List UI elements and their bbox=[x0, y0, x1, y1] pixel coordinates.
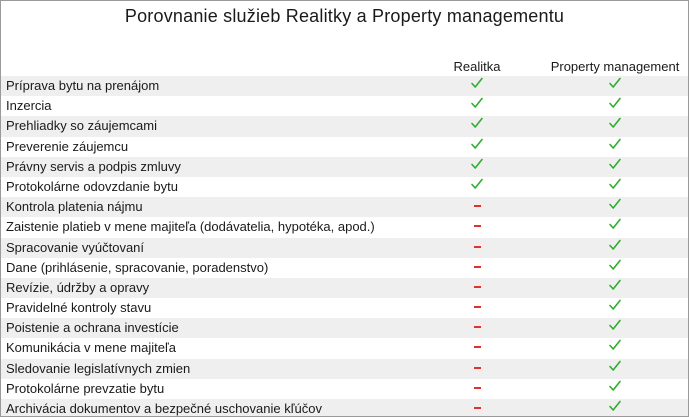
table-row bbox=[1, 359, 688, 379]
property-management-cell bbox=[599, 238, 631, 258]
row-label: Sledovanie legislatívnych zmien bbox=[6, 360, 191, 376]
check-icon bbox=[608, 238, 622, 258]
check-icon bbox=[608, 258, 622, 278]
check-icon bbox=[470, 137, 484, 157]
realitka-cell bbox=[461, 298, 493, 318]
realitka-cell bbox=[461, 157, 493, 177]
check-icon bbox=[470, 96, 484, 116]
row-label: Kontrola platenia nájmu bbox=[6, 199, 143, 215]
property-management-cell bbox=[599, 116, 631, 136]
row-label: Preverenie záujemcu bbox=[6, 138, 129, 154]
table-row bbox=[1, 278, 688, 298]
property-management-cell bbox=[599, 379, 631, 399]
dash-icon bbox=[474, 246, 481, 248]
column-header-property-management: Property management bbox=[550, 59, 680, 74]
row-label: Prehliadky so záujemcami bbox=[6, 118, 158, 134]
table-row bbox=[1, 137, 688, 157]
comparison-table bbox=[1, 76, 688, 417]
table-row bbox=[1, 298, 688, 318]
realitka-cell bbox=[461, 258, 493, 278]
check-icon bbox=[608, 318, 622, 338]
check-icon bbox=[608, 298, 622, 318]
dash-icon bbox=[474, 367, 481, 369]
row-label: Zaistenie platieb v mene majiteľa (dodávatelia, hypotéka, apod.) bbox=[6, 219, 375, 235]
check-icon bbox=[608, 359, 622, 379]
property-management-cell bbox=[599, 258, 631, 278]
property-management-cell bbox=[599, 96, 631, 116]
property-management-cell bbox=[599, 298, 631, 318]
row-label: Pravidelné kontroly stavu bbox=[6, 300, 152, 316]
check-icon bbox=[608, 399, 622, 417]
check-icon bbox=[608, 177, 622, 197]
check-icon bbox=[608, 76, 622, 96]
row-label: Poistenie a ochrana investície bbox=[6, 320, 179, 336]
check-icon bbox=[608, 157, 622, 177]
realitka-cell bbox=[461, 379, 493, 399]
row-label: Dane (prihlásenie, spracovanie, poradenstvo) bbox=[6, 259, 269, 275]
table-row bbox=[1, 217, 688, 237]
property-management-cell bbox=[599, 76, 631, 96]
row-label: Archivácia dokumentov a bezpečné uschovanie kľúčov bbox=[6, 401, 322, 416]
row-label: Právny servis a podpis zmluvy bbox=[6, 158, 181, 174]
row-label: Komunikácia v mene majiteľa bbox=[6, 340, 176, 356]
table-row bbox=[1, 157, 688, 177]
property-management-cell bbox=[599, 197, 631, 217]
realitka-cell bbox=[461, 116, 493, 136]
column-header-realitka: Realitka bbox=[453, 59, 501, 74]
check-icon bbox=[608, 278, 622, 298]
property-management-cell bbox=[599, 359, 631, 379]
table-row bbox=[1, 318, 688, 338]
row-label: Protokolárne prevzatie bytu bbox=[6, 380, 165, 396]
table-row bbox=[1, 96, 688, 116]
realitka-cell bbox=[461, 217, 493, 237]
dash-icon bbox=[474, 306, 481, 308]
property-management-cell bbox=[599, 217, 631, 237]
realitka-cell bbox=[461, 177, 493, 197]
property-management-cell bbox=[599, 157, 631, 177]
dash-icon bbox=[474, 387, 481, 389]
dash-icon bbox=[474, 326, 481, 328]
realitka-cell bbox=[461, 318, 493, 338]
dash-icon bbox=[474, 266, 481, 268]
realitka-cell bbox=[461, 278, 493, 298]
realitka-cell bbox=[461, 197, 493, 217]
table-row bbox=[1, 399, 688, 417]
row-label: Protokolárne odovzdanie bytu bbox=[6, 178, 179, 194]
row-label: Spracovanie vyúčtovaní bbox=[6, 239, 145, 255]
dash-icon bbox=[474, 205, 481, 207]
realitka-cell bbox=[461, 359, 493, 379]
row-label: Revízie, údržby a opravy bbox=[6, 279, 150, 295]
realitka-cell bbox=[461, 137, 493, 157]
realitka-cell bbox=[461, 96, 493, 116]
check-icon bbox=[608, 116, 622, 136]
page-title: Porovnanie služieb Realitky a Property managementu bbox=[124, 6, 565, 26]
table-row bbox=[1, 338, 688, 358]
dash-icon bbox=[474, 225, 481, 227]
row-label: Príprava bytu na prenájom bbox=[6, 78, 160, 93]
property-management-cell bbox=[599, 399, 631, 417]
table-row bbox=[1, 76, 688, 96]
dash-icon bbox=[474, 286, 481, 288]
check-icon bbox=[608, 137, 622, 157]
check-icon bbox=[608, 217, 622, 237]
property-management-cell bbox=[599, 137, 631, 157]
check-icon bbox=[608, 338, 622, 358]
property-management-cell bbox=[599, 177, 631, 197]
dash-icon bbox=[474, 407, 481, 409]
check-icon bbox=[470, 76, 484, 96]
property-management-cell bbox=[599, 338, 631, 358]
check-icon bbox=[470, 157, 484, 177]
realitka-cell bbox=[461, 338, 493, 358]
table-row bbox=[1, 258, 688, 278]
dash-icon bbox=[474, 346, 481, 348]
table-row bbox=[1, 197, 688, 217]
realitka-cell bbox=[461, 238, 493, 258]
check-icon bbox=[608, 379, 622, 399]
table-row bbox=[1, 177, 688, 197]
table-row bbox=[1, 238, 688, 258]
check-icon bbox=[470, 177, 484, 197]
property-management-cell bbox=[599, 278, 631, 298]
realitka-cell bbox=[461, 76, 493, 96]
check-icon bbox=[608, 96, 622, 116]
check-icon bbox=[470, 116, 484, 136]
row-label: Inzercia bbox=[6, 98, 52, 114]
property-management-cell bbox=[599, 318, 631, 338]
realitka-cell bbox=[461, 399, 493, 417]
table-row bbox=[1, 379, 688, 399]
table-row bbox=[1, 116, 688, 136]
check-icon bbox=[608, 197, 622, 217]
